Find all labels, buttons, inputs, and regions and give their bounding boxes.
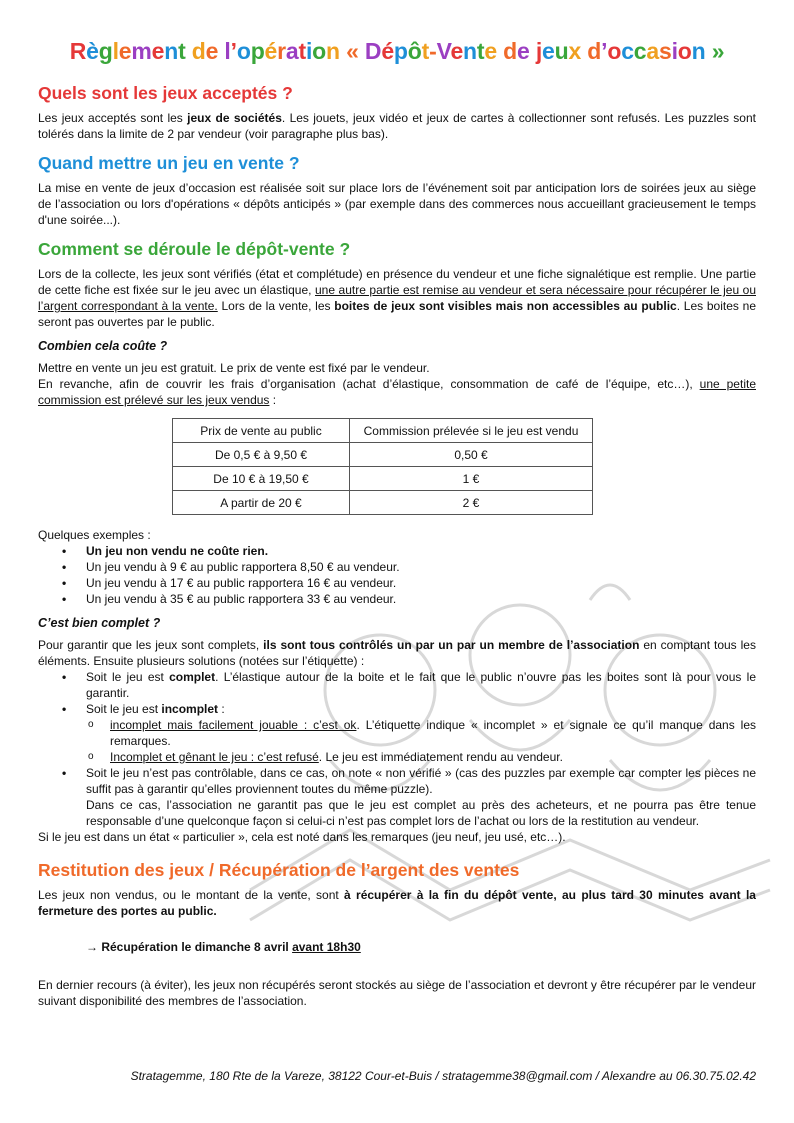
paragraph: En dernier recours (à éviter), les jeux non récupérés seront stockés au siège de l’association et devront y être récupérer par le vendeur suivant disponibilité des membres de l’association. xyxy=(38,978,756,1008)
sub-list xyxy=(86,717,756,765)
commission-table xyxy=(172,418,593,515)
section-when-to-sell xyxy=(38,152,756,228)
list-item: • Soit le jeu est incomplet : o incomplet mais facilement jouable : c’est ok. L’étiquette indique « incomplet » et signale ce qu’il manque dans les remarques. o Incomplet et gênant le jeu : c’est refusé. Le jeu est immédiatement rendu au vendeur. xyxy=(86,701,756,765)
list-item: o incomplet mais facilement jouable : c’est ok. L’étiquette indique « incomplet » et signale ce qu’il manque dans les remarques. xyxy=(110,717,756,749)
list-item: • Soit le jeu est complet. L’élastique autour de la boite et le fait que le public n’ouvre pas les boites sont là pour vous le garantir. xyxy=(86,669,756,701)
paragraph: Lors de la collecte, les jeux sont vérifiés (état et complétude) en présence du vendeur et une fiche signalétique est remplie. Une partie de cette fiche est fixée sur le jeu avec un élastique, une autre partie est remise au vendeur et sera nécessaire pour récupérer le jeu ou l’argent correspondant à la vente. Lors de la vente, les boites de jeux sont visibles mais non accessibles au public. Les boites ne seront pas ouvertes par le public. xyxy=(38,267,756,329)
section-heading: Restitution des jeux / Récupération de l’argent des ventes xyxy=(38,860,520,880)
section-accepted-games xyxy=(38,82,756,142)
solutions-list xyxy=(38,669,756,829)
paragraph: Pour garantir que les jeux sont complets, ils sont tous contrôlés un par un par un membre de l’association en comptant tous les éléments. Ensuite plusieurs solutions (notées sur l’étiquette) : xyxy=(38,638,756,668)
table-cell: De 10 € à 19,50 € xyxy=(173,467,350,491)
table-header: Prix de vente au public xyxy=(173,419,350,443)
paragraph: Quelques exemples : xyxy=(38,528,151,542)
paragraph: Si le jeu est dans un état « particulier », cela est noté dans les remarques (jeu neuf, jeu usé, etc…). xyxy=(38,830,566,844)
list-item: • Soit le jeu n’est pas contrôlable, dans ce cas, on note « non vérifié » (cas des puzzles par exemple car compter les pièces ne suffit pas à garantir qu’elles proviennent toutes du même puzzle). Dans ce cas, l’association ne garantit pas que le jeu est complet au près des acheteurs, et ne pourra pas être tenue responsable d’une quelconque façon si celui-ci n’est pas complet lors de l’achat ou lors de la restitution au vendeur. xyxy=(86,765,756,829)
table-cell: A partir de 20 € xyxy=(173,491,350,515)
list-item: • Un jeu vendu à 9 € au public rapportera 8,50 € au vendeur. xyxy=(86,559,756,575)
list-item: • Un jeu vendu à 35 € au public rapportera 33 € au vendeur. xyxy=(86,591,756,607)
section-heading: Quand mettre un jeu en vente ? xyxy=(38,153,300,173)
footer-contact: Stratagemme, 180 Rte de la Vareze, 38122 Cour-et-Buis / stratagemme38@gmail.com / Alexandre au 06.30.75.02.42 xyxy=(130,1069,756,1083)
section-heading: Comment se déroule le dépôt-vente ? xyxy=(38,239,351,259)
subheading-cost: Combien cela coûte ? xyxy=(38,339,168,353)
pickup-deadline: → Récupération le dimanche 8 avril avant 18h30 xyxy=(86,940,361,954)
table-header: Commission prélevée si le jeu est vendu xyxy=(350,419,593,443)
section-process xyxy=(38,238,756,845)
list-item: • Un jeu vendu à 17 € au public rapportera 16 € au vendeur. xyxy=(86,575,756,591)
list-item: o Incomplet et gênant le jeu : c’est refusé. Le jeu est immédiatement rendu au vendeur. xyxy=(110,749,756,765)
table-header-row xyxy=(173,419,593,443)
subheading-complete: C’est bien complet ? xyxy=(38,616,161,630)
paragraph: Les jeux non vendus, ou le montant de la vente, sont à récupérer à la fin du dépôt vente, au plus tard 30 minutes avant la fermeture des portes au public. xyxy=(38,888,756,918)
section-restitution xyxy=(38,859,756,1009)
section-heading: Quels sont les jeux acceptés ? xyxy=(38,83,293,103)
paragraph: En revanche, afin de couvrir les frais d’organisation (achat d’élastique, consommation de café de l’équipe, etc…), une petite commission est prélevé sur les jeux vendus : xyxy=(38,377,756,407)
table-cell: De 0,5 € à 9,50 € xyxy=(173,443,350,467)
paragraph: Les jeux acceptés sont les jeux de sociétés. Les jouets, jeux vidéo et jeux de cartes à collectionner sont refusés. Les puzzles sont tolérés dans la limite de 2 par vendeur (voir paragraphe plus bas). xyxy=(38,111,756,141)
paragraph: Mettre en vente un jeu est gratuit. Le prix de vente est fixé par le vendeur. xyxy=(38,361,430,375)
table-row xyxy=(173,467,593,491)
examples-list xyxy=(38,543,756,607)
table-cell: 0,50 € xyxy=(350,443,593,467)
table-row xyxy=(173,491,593,515)
list-item: • Un jeu non vendu ne coûte rien. xyxy=(86,543,756,559)
table-row xyxy=(173,443,593,467)
table-cell: 2 € xyxy=(350,491,593,515)
page-title: Règlement de l’opération « Dépôt-Vente de jeux d’occasion » xyxy=(69,38,725,64)
document-page xyxy=(38,30,756,1019)
paragraph: La mise en vente de jeux d’occasion est réalisée soit sur place lors de l’événement soit par anticipation lors de soirées jeux au siège de l’association ou lors d'opérations « dépôts anticipés » (par exemple dans des commerces nous accueillant gracieusement le temps d'une soirée...). xyxy=(38,181,756,227)
table-cell: 1 € xyxy=(350,467,593,491)
